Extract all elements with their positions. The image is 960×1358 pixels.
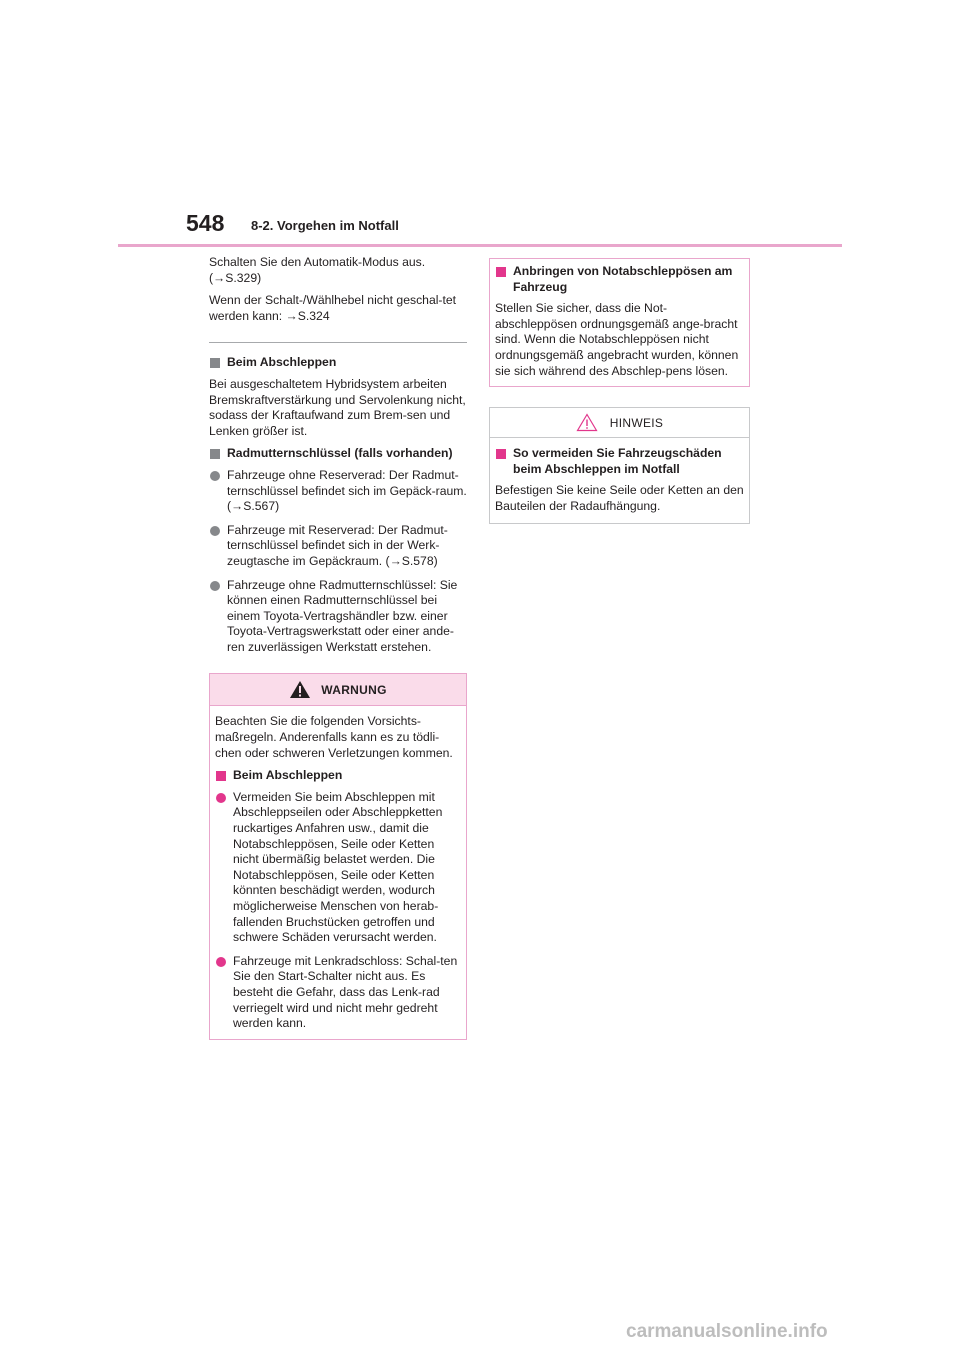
circle-bullet-icon: [210, 471, 220, 481]
square-bullet-icon: [210, 358, 220, 368]
square-bullet-icon: [496, 267, 506, 277]
heading-text: Anbringen von Notabschleppösen am Fahrzeug: [513, 264, 733, 294]
notice-heading: [495, 446, 744, 477]
list-item: [215, 790, 461, 946]
square-bullet-icon: [216, 771, 226, 781]
notice-body: [490, 438, 749, 522]
list-item-text: Fahrzeuge mit Lenkradschloss: Schal-ten Sie den Start-Schalter nicht aus. Es besteht die Gefahr, dass das Lenk-rad verriegelt wird und nicht mehr gedreht werden kann.: [233, 953, 458, 1031]
square-bullet-icon: [496, 449, 506, 459]
notice-label: HINWEIS: [609, 415, 664, 430]
notice-text: Befestigen Sie keine Seile oder Ketten an den Bauteilen der Radaufhängung.: [495, 483, 744, 513]
warning-intro: Beachten Sie die folgenden Vorsichts-maßregeln. Anderenfalls kann es zu tödli-chen oder schweren Verletzungen kommen.: [215, 714, 453, 760]
list-item: [209, 468, 467, 515]
list-item: [209, 523, 467, 570]
right-column: [489, 258, 750, 524]
list-item: [215, 954, 461, 1032]
warning-triangle-outline-icon: [576, 413, 598, 432]
heading-text: Beim Abschleppen: [233, 768, 343, 783]
page-number: 548: [186, 210, 225, 236]
intro-paragraph: Schalten Sie den Automatik-Modus aus. (→S.329): [209, 255, 426, 285]
abschleppen-text: Bei ausgeschaltetem Hybridsystem arbeiten Bremskraftverstärkung und Servolenkung nicht, sodass der Kraftaufwand zum Brem-sen und Lenken größer ist.: [209, 376, 466, 438]
warning-label: WARNUNG: [321, 682, 387, 697]
warning-triangle-icon: [289, 680, 311, 699]
left-column: [209, 255, 467, 1040]
heading-abschleppen: [209, 355, 467, 371]
heading-text: Radmutternschlüssel (falls vorhanden): [227, 446, 453, 461]
circle-bullet-icon: [210, 581, 220, 591]
header-rule: [118, 244, 842, 247]
circle-bullet-icon: [210, 526, 220, 536]
circle-bullet-icon: [216, 793, 226, 803]
warning-heading: [215, 768, 461, 784]
notice-box: [489, 407, 750, 523]
notice-header: [490, 408, 749, 438]
warning-box: [209, 673, 467, 1039]
intro-paragraph: Wenn der Schalt-/Wählhebel nicht geschal-tet werden kann: →S.324: [209, 293, 457, 323]
warning-body: [210, 706, 466, 1038]
heading-text: So vermeiden Sie Fahrzeugschäden beim Abschleppen im Notfall: [513, 446, 722, 476]
divider: [209, 342, 467, 343]
watermark: carmanualsonline.info: [626, 1321, 828, 1342]
warning-header: [210, 674, 466, 706]
heading-text: Beim Abschleppen: [227, 355, 337, 370]
section-title: 8-2. Vorgehen im Notfall: [251, 218, 399, 233]
circle-bullet-icon: [216, 957, 226, 967]
list-item-text: Fahrzeuge ohne Reserverad: Der Radmut-ternschlüssel befindet sich im Gepäck-raum. (→S.567): [227, 467, 467, 514]
list-item-text: Fahrzeuge mit Reserverad: Der Radmut-ternschlüssel befindet sich in der Werk-zeugtasche im Gepäckraum. (→S.578): [227, 522, 448, 568]
list-item: [209, 578, 467, 656]
list-item-text: Fahrzeuge ohne Radmutternschlüssel: Sie können einen Radmutternschlüssel bei einem Toyota-Vertragshändler bzw. einer Toyota-Vertragswerkstatt oder einer ande-ren zuverlässigen Werkstatt erstehen.: [227, 577, 458, 654]
info-text: Stellen Sie sicher, dass die Not-abschleppösen ordnungsgemäß ange-bracht sind. Wenn die Notabschleppösen nicht ordnungsgemäß angebracht wurden, können sie sich während des Abschlep-pens lösen.: [495, 301, 739, 378]
list-item-text: Vermeiden Sie beim Abschleppen mit Abschleppseilen oder Abschleppketten ruckartiges Anfahren usw., damit die Notabschleppösen, Seile oder Ketten nicht übermäßig belastet werden. Die Notabschleppösen, Seile oder Ketten könnten beschädigt werden, wodurch möglicherweise Menschen von herab-fallenden Bruchstücken getroffen und schwere Schäden verursacht werden.: [233, 789, 443, 945]
square-bullet-icon: [210, 449, 220, 459]
info-box-body: [490, 259, 749, 386]
heading-radmutter: [209, 446, 467, 462]
info-box: [489, 258, 750, 387]
info-heading: [495, 264, 744, 295]
